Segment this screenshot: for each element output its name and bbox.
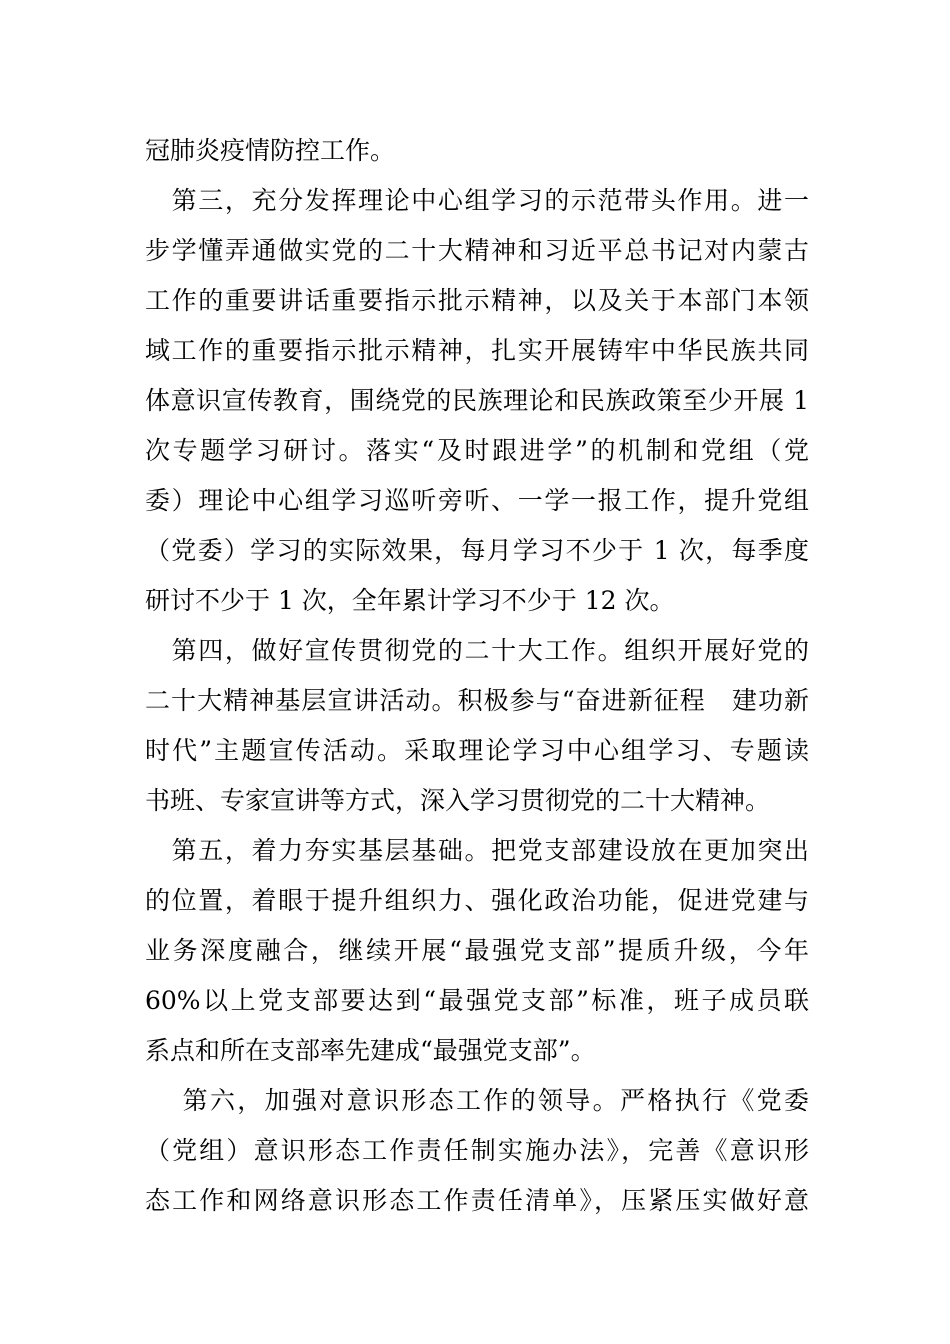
- text-line: 第六，加强对意识形态工作的领导。严格执行《党委: [145, 1086, 809, 1115]
- text-line: 冠肺炎疫情防控工作。: [145, 136, 396, 165]
- text-line: （党委）学习的实际效果，每月学习不少于 1 次，每季度: [145, 536, 809, 565]
- text-line: 系点和所在支部率先建成“最强党支部”。: [145, 1036, 596, 1065]
- text-line: 委）理论中心组学习巡听旁听、一学一报工作，提升党组: [145, 486, 809, 515]
- text-line: 书班、专家宣讲等方式，深入学习贯彻党的二十大精神。: [145, 786, 771, 815]
- text-line: 时代”主题宣传活动。采取理论学习中心组学习、专题读: [145, 736, 809, 765]
- text-line: 体意识宣传教育，围绕党的民族理论和民族政策至少开展 1: [145, 386, 809, 415]
- text-line: 二十大精神基层宣讲活动。积极参与“奋进新征程 建功新: [145, 686, 809, 715]
- text-line: 第五，着力夯实基层基础。把党支部建设放在更加突出: [145, 836, 809, 865]
- text-line: 态工作和网络意识形态工作责任清单》，压紧压实做好意: [145, 1186, 809, 1215]
- text-line: 第三，充分发挥理论中心组学习的示范带头作用。进一: [145, 186, 809, 215]
- text-line: 第四，做好宣传贯彻党的二十大工作。组织开展好党的: [145, 636, 809, 665]
- text-line: 步学懂弄通做实党的二十大精神和习近平总书记对内蒙古: [145, 236, 809, 265]
- text-line: 业务深度融合，继续开展“最强党支部”提质升级，今年: [145, 936, 809, 965]
- text-line: 域工作的重要指示批示精神，扎实开展铸牢中华民族共同: [145, 336, 809, 365]
- text-line: （党组）意识形态工作责任制实施办法》，完善《意识形: [145, 1136, 809, 1165]
- text-line: 60%以上党支部要达到“最强党支部”标准，班子成员联: [145, 986, 809, 1015]
- text-line: 工作的重要讲话重要指示批示精神，以及关于本部门本领: [145, 286, 809, 315]
- text-line: 研讨不少于 1 次，全年累计学习不少于 12 次。: [145, 586, 675, 615]
- text-line: 的位置，着眼于提升组织力、强化政治功能，促进党建与: [145, 886, 809, 915]
- text-line: 次专题学习研讨。落实“及时跟进学”的机制和党组（党: [145, 436, 809, 465]
